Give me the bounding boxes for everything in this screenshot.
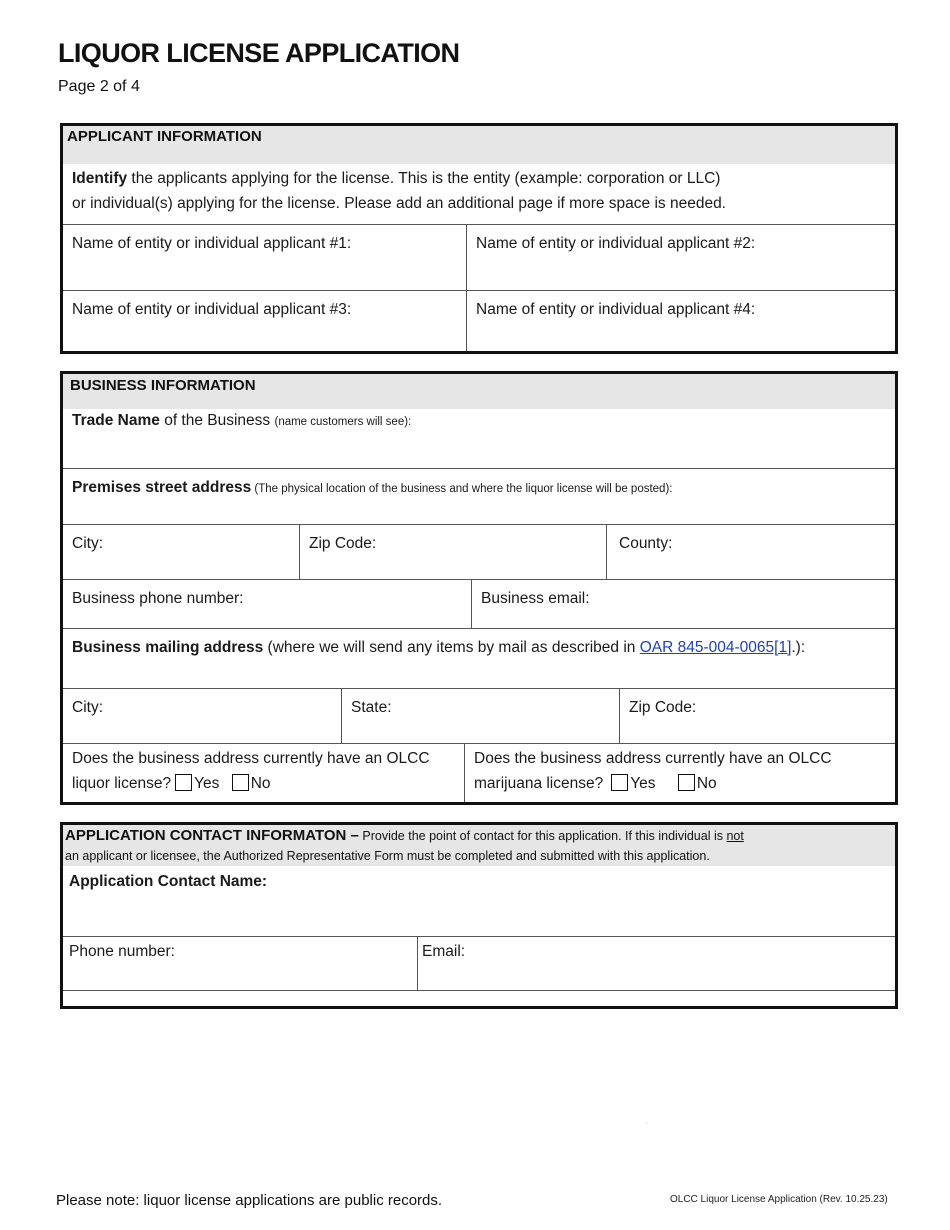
- form-revision: OLCC Liquor License Application (Rev. 10.25.23): [670, 1194, 888, 1205]
- page-title: LIQUOR LICENSE APPLICATION: [58, 38, 460, 68]
- contact-email-field[interactable]: Email:: [417, 937, 895, 990]
- applicant-3-field[interactable]: Name of entity or individual applicant #3:: [72, 301, 352, 318]
- mailing-city-field[interactable]: City:: [72, 699, 103, 716]
- contact-name-field[interactable]: Application Contact Name:: [69, 873, 268, 890]
- stray-dot: .: [646, 1120, 648, 1126]
- applicant-4-field[interactable]: Name of entity or individual applicant #4:: [466, 291, 895, 351]
- page-number: Page 2 of 4: [58, 78, 140, 95]
- public-records-note: Please note: liquor license applications are public records.: [56, 1192, 443, 1209]
- applicant-intro-line1: the applicants applying for the license. This is the entity (example: corporation or LLC): [127, 170, 721, 187]
- trade-name-field[interactable]: Trade Name of the Business (name customers will see):: [72, 412, 412, 429]
- application-contact-section: [60, 822, 898, 1009]
- applicant-2-field[interactable]: Name of entity or individual applicant #2:: [466, 225, 895, 290]
- city-field[interactable]: City:: [72, 535, 103, 552]
- applicant-section-heading: APPLICANT INFORMATION: [63, 126, 895, 164]
- applicant-intro: [63, 164, 895, 224]
- contact-phone-field[interactable]: Phone number:: [69, 943, 175, 960]
- business-phone-field[interactable]: Business phone number:: [72, 590, 244, 607]
- contact-section-heading: APPLICATION CONTACT INFORMATON – Provide the point of contact for this application. If this individual is not an applicant or licensee, the Authorized Representative Form must be completed and submitted with this application.: [63, 825, 895, 866]
- business-section-heading: BUSINESS INFORMATION: [63, 374, 895, 409]
- liquor-license-question: Does the business address currently have an OLCC liquor license? Yes No: [72, 750, 430, 792]
- business-information-section: [60, 371, 898, 805]
- zip-code-field[interactable]: Zip Code:: [299, 525, 606, 579]
- liquor-yes-checkbox[interactable]: [175, 774, 192, 791]
- contact-spacer-row: [63, 990, 895, 1006]
- business-email-field[interactable]: Business email:: [471, 580, 895, 628]
- applicant-intro-bold: Identify: [72, 170, 128, 187]
- premises-address-field[interactable]: Premises street address (The physical location of the business and where the liquor license will be posted):: [72, 479, 673, 496]
- applicant-1-field[interactable]: Name of entity or individual applicant #1:: [72, 235, 352, 252]
- mailing-state-field[interactable]: State:: [341, 689, 619, 743]
- marijuana-no-checkbox[interactable]: [678, 774, 695, 791]
- applicant-information-section: [60, 123, 898, 354]
- county-field[interactable]: County:: [606, 525, 895, 579]
- liquor-no-checkbox[interactable]: [232, 774, 249, 791]
- mailing-address-field[interactable]: Business mailing address (where we will send any items by mail as described in OAR 845-004-0065[1].):: [72, 639, 806, 656]
- oar-link[interactable]: OAR 845-004-0065[1]: [639, 639, 792, 656]
- marijuana-yes-checkbox[interactable]: [611, 774, 628, 791]
- mailing-zip-field[interactable]: Zip Code:: [619, 689, 895, 743]
- marijuana-license-question: Does the business address currently have an OLCC marijuana license? Yes No: [464, 744, 895, 802]
- applicant-intro-line2: or individual(s) applying for the license. Please add an additional page if more space is needed.: [72, 195, 726, 212]
